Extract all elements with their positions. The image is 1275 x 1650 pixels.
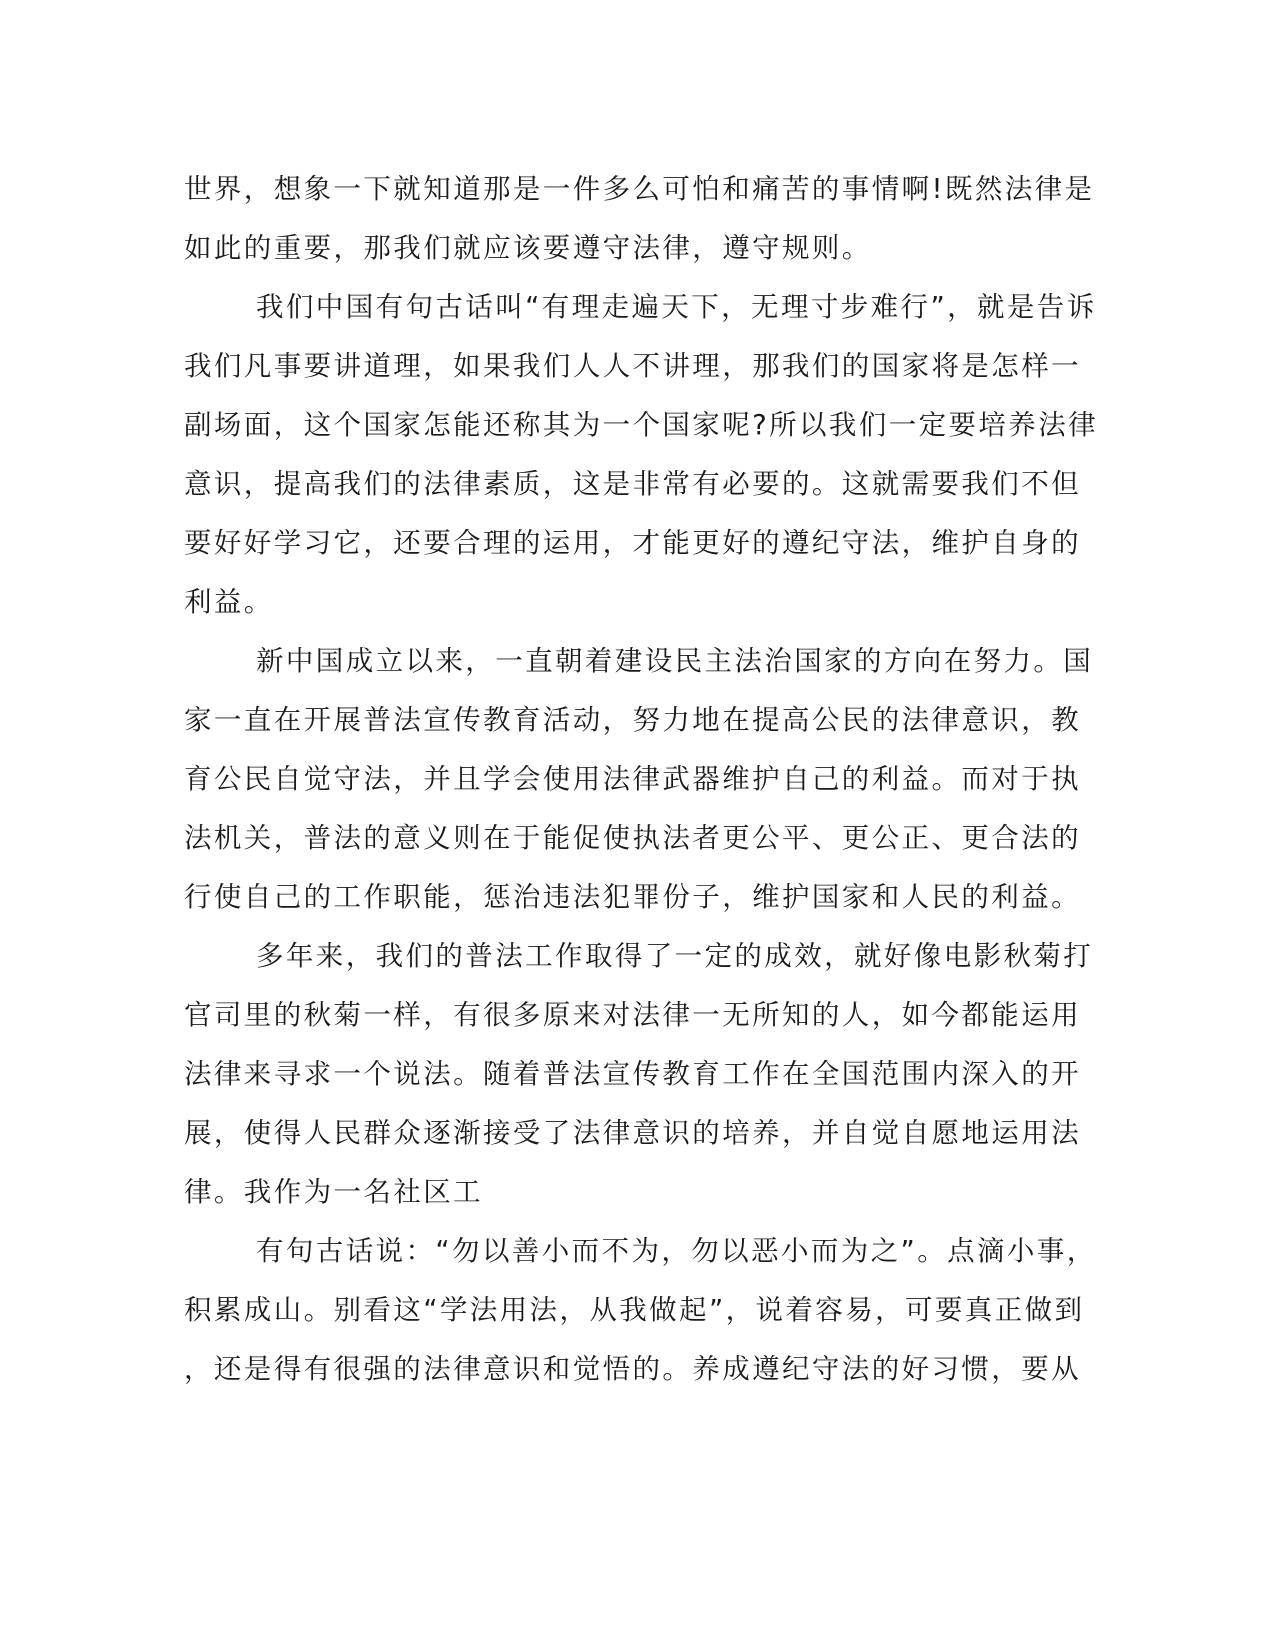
text-line: 法机关，普法的意义则在于能促使执法者更公平、更公正、更合法的 — [184, 822, 1081, 854]
text-line: 利益。 — [184, 586, 274, 618]
text-line: 我们凡事要讲道理，如果我们人人不讲理，那我们的国家将是怎样一 — [184, 350, 1081, 382]
text-line: 积累成山。别看这“学法用法，从我做起”，说着容易，可要真正做到 — [184, 1294, 1085, 1326]
text-line: 如此的重要，那我们就应该要遵守法律，遵守规则。 — [184, 232, 872, 264]
text-line: 意识，提高我们的法律素质，这是非常有必要的。这就需要我们不但 — [184, 468, 1081, 500]
text-line: 我们中国有句古话叫“有理走遍天下，无理寸步难行”，就是告诉 — [256, 291, 1097, 323]
text-line: 官司里的秋菊一样，有很多原来对法律一无所知的人，如今都能运用 — [184, 999, 1081, 1031]
text-line: 行使自己的工作职能，惩治违法犯罪份子，维护国家和人民的利益。 — [184, 881, 1081, 913]
paragraph-5 — [184, 1222, 1097, 1399]
text-line: 律。我作为一名社区工 — [184, 1176, 483, 1208]
text-line: 有句古话说：“勿以善小而不为，勿以恶小而为之”。点滴小事， — [256, 1235, 1097, 1267]
text-line: 育公民自觉守法，并且学会使用法律武器维护自己的利益。而对于执 — [184, 763, 1081, 795]
text-line: 多年来，我们的普法工作取得了一定的成效，就好像电影秋菊打 — [256, 940, 1094, 972]
text-line: ，还是得有很强的法律意识和觉悟的。养成遵纪守法的好习惯，要从 — [184, 1353, 1081, 1385]
paragraph-4 — [184, 927, 1094, 1222]
text-line: 副场面，这个国家怎能还称其为一个国家呢?所以我们一定要培养法律 — [184, 409, 1098, 441]
text-line: 家一直在开展普法宣传教育活动，努力地在提高公民的法律意识，教 — [184, 704, 1081, 736]
text-line: 新中国成立以来，一直朝着建设民主法治国家的方向在努力。国 — [256, 645, 1094, 677]
text-line: 法律来寻求一个说法。随着普法宣传教育工作在全国范围内深入的开 — [184, 1058, 1081, 1090]
text-line: 展，使得人民群众逐渐接受了法律意识的培养，并自觉自愿地运用法 — [184, 1117, 1081, 1149]
text-line: 世界，想象一下就知道那是一件多么可怕和痛苦的事情啊!既然法律是 — [184, 173, 1095, 205]
paragraph-1 — [184, 160, 1095, 278]
paragraph-3 — [184, 632, 1094, 927]
text-line: 要好好学习它，还要合理的运用，才能更好的遵纪守法，维护自身的 — [184, 527, 1081, 559]
document-body — [184, 160, 1098, 1399]
paragraph-2 — [184, 278, 1098, 632]
